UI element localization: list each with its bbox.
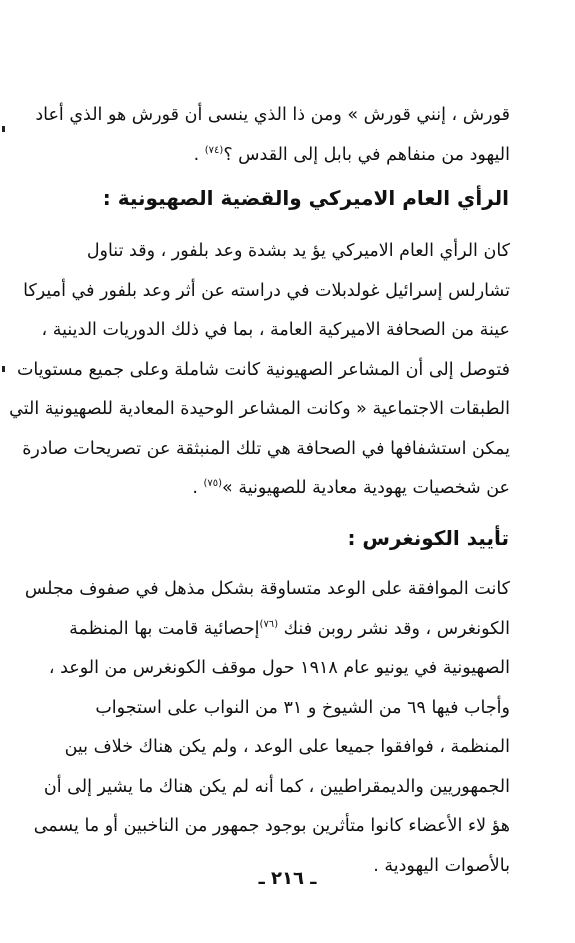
paragraph-line: الصهيونية في يونيو عام ١٩١٨ حول موقف الكونغرس من الوعد ، bbox=[48, 658, 510, 678]
line-text: اليهود من منفاهم في بابل إلى القدس ؟ bbox=[223, 144, 510, 165]
section-paragraph bbox=[24, 570, 510, 886]
footnote-ref: (٧٦) bbox=[259, 618, 279, 630]
paragraph-line bbox=[66, 610, 510, 650]
line-text: إحصائية قامت بها المنظمة bbox=[69, 618, 260, 639]
scan-edge-mark bbox=[2, 366, 5, 372]
footnote-ref: (٧٥) bbox=[203, 478, 223, 490]
paragraph-line: كانت الموافقة على الوعد متساوقة بشكل مذهل في صفوف مجلس bbox=[24, 579, 510, 599]
paragraph-line bbox=[66, 469, 510, 509]
paragraph-line: فتوصل إلى أن المشاعر الصهيونية كانت شاملة وعلى جميع مستويات bbox=[16, 359, 510, 380]
scan-edge-mark bbox=[2, 126, 5, 132]
line-trail: . bbox=[193, 144, 205, 165]
paragraph-line: قورش ، إنني قورش » ومن ذا الذي ينسى أن قورش هو الذي أعاد bbox=[35, 105, 510, 125]
paragraph-line: بالأصوات اليهودية . bbox=[373, 855, 510, 876]
paragraph-line: الجمهوريين والديمقراطيين ، كما أنه لم يكن هناك ما يشير إلى أن bbox=[43, 776, 510, 797]
page-number: ـ ٢١٦ ـ bbox=[258, 868, 317, 889]
section-paragraph bbox=[9, 232, 510, 509]
paragraph-line bbox=[66, 136, 510, 176]
intro-paragraph bbox=[35, 96, 510, 175]
line-text: عن شخصيات يهودية معادية للصهيونية » bbox=[222, 478, 510, 498]
paragraph-line: تشارلس إسرائيل غولدبلات في دراسته عن أثر وعد بلفور في أميركا bbox=[23, 280, 510, 301]
paragraph-line: هؤ لاء الأعضاء كانوا متأثرين بوجود جمهور من الناخبين أو ما يسمى bbox=[33, 816, 510, 836]
line-text: الكونغرس ، وقد نشر روبن فنك bbox=[283, 618, 510, 639]
footnote-ref: (٧٤) bbox=[204, 144, 224, 156]
paragraph-line: المنظمة ، فوافقوا جميعا على الوعد ، ولم يكن هناك خلاف بين bbox=[64, 737, 510, 757]
line-trail: . bbox=[192, 478, 204, 498]
section-heading: الرأي العام الاميركي والقضية الصهيونية : bbox=[102, 186, 509, 210]
paragraph-line: كان الرأي العام الاميركي يؤ يد بشدة وعد بلفور ، وقد تناول bbox=[86, 241, 510, 261]
paragraph-line: يمكن استشفافها في الصحافة هي تلك المنبثقة عن تصريحات صادرة bbox=[22, 438, 510, 459]
paragraph-line: وأجاب فيها ٦٩ من الشيوخ و ٣١ من النواب على استجواب bbox=[95, 697, 510, 718]
section-heading: تأييد الكونغرس : bbox=[347, 526, 509, 550]
paragraph-line: عينة من الصحافة الاميركية العامة ، بما في ذلك الدوريات الدينية ، bbox=[41, 320, 510, 340]
paragraph-line: الطبقات الاجتماعية « وكانت المشاعر الوحيدة المعادية للصهيونية التي bbox=[9, 399, 510, 419]
